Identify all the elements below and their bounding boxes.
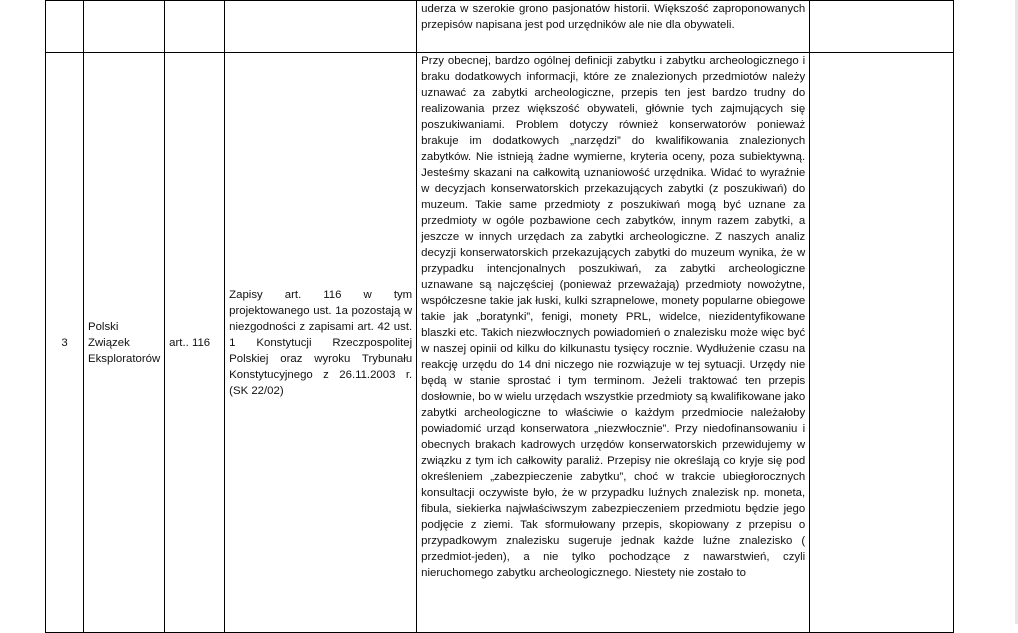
cell-odpowiedz [810,1,954,53]
cell-artykul [165,1,225,53]
cell-uwaga: Przy obecnej, bardzo ogólnej definicji zabytku i zabytku archeologicznego i braku dodatkowych informacji, które ze znalezionych przedmiotów należy uznawać za zabytki archeologiczne, przepis ten jest bardzo trudny do realizowania przez większość obywateli, głównie tych zajmujących się poszukiwaniami. Problem dotyczy również konserwatorów ponieważ brakuje im dodatkowych „narzędzi” do kwalifikowania znalezionych zabytków. Nie istnieją żadne wymierne, kryteria oceny, poza subiektywną. Jesteśmy skazani na całkowitą uznaniowość urzędnika. Widać to wyraźnie w decyzjach konserwatorskich przekazujących zabytki (z poszukiwań) do muzeum. Takie same przedmioty z poszukiwań mogą być uznane za przedmioty w ogóle pozbawione cech zabytków, innym razem zabytki, a jeszcze w innych urzędach za zabytki archeologiczne. Z naszych analiz decyzji konserwatorskich przekazujących zabytki do muzeum wynika, że w przypadku intencjonalnych poszukiwań, za zabytki archeologiczne uznawane są najczęściej (ponieważ przeważają) przedmioty nowożytne, współczesne takie jak łuski, kulki szrapnelowe, monety popularne obiegowe takie jak „boratynki”, fenigi, monety PRL, widelce, niezidentyfikowane blaszki etc. Takich niezwłocznych powiadomień o znalezisku może więc być w naszej opinii od kilku do kilkunastu tysięcy rocznie. Wydłużenie czasu na reakcję urzędu do 14 dni niczego nie rozwiązuje w tej sytuacji. Urzędy nie będą w stanie sprostać i tym terminom. Jeżeli traktować ten przepis dosłownie, bo w wielu urzędach wszystkie przedmioty są kwalifikowane jako zabytki archeologiczne to właściwie o każdym przedmiocie należałoby powiadomić urząd konserwatora „niezwłocznie”. Przy niedofinansowaniu i obecnych brakach kadrowych urzędów konserwatorskich przewidujemy w związku z tym ich całkowity paraliż. Przepisy nie określają co kryje się pod określeniem „zabezpieczenie zabytku”, choć w trakcie ubiegłorocznych konsultacji oczywiste było, że w przypadku luźnych znalezisk np. moneta, fibula, siekierka najwłaściwszym zabezpieczeniem przedmiotu będzie jego podjęcie z ziemi. Tak sformułowany przepis, skopiowany z przepisu o przypadkowym znalezisku sugeruje jednak każde luźne znalezisko ( przedmiot-jeden), a nie tylko pochodzące z nawarstwień, czyli nieruchomego zabytku archeologicznego. Niestety nie zostało to [417,53,810,633]
cell-lp: 3 [46,53,84,633]
cell-podmiot [84,1,165,53]
cell-podmiot: Polski Związek Eksploratorów [84,53,165,633]
table-row [46,53,954,633]
cell-odpowiedz [810,53,954,633]
cell-tresc [225,1,417,53]
cell-artykul: art.. 116 [165,53,225,633]
cell-tresc: Zapisy art. 116 w tym projektowanego ust. 1a pozostają w niezgodności z zapisami art. 42 ust. 1 Konstytucji Rzeczpospolitej Polskiej oraz wyroku Trybunału Konstytucyjnego z 26.11.2003 r. (SK 22/02) [225,53,417,633]
comments-table [45,0,954,633]
cell-lp [46,1,84,53]
table-row [46,1,954,53]
cell-uwaga: uderza w szerokie grono pasjonatów historii. Większość zaproponowanych przepisów napisana jest pod urzędników ale nie dla obywateli. [417,1,810,53]
